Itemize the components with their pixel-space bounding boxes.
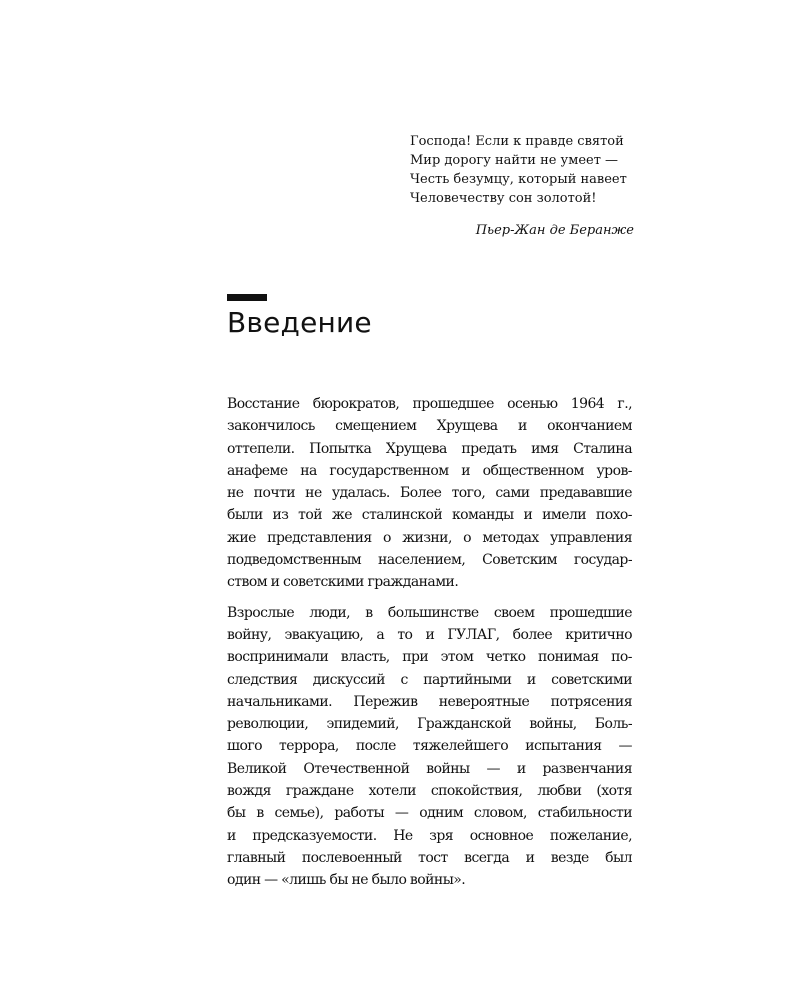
epigraph-line: Господа! Если к правде святой bbox=[410, 134, 624, 149]
paragraph-1 bbox=[227, 393, 632, 594]
text-line: главный послевоенный тост всегда и везде был bbox=[227, 849, 632, 866]
text-line: жие представления о жизни, о методах управления bbox=[227, 529, 632, 546]
text-line: бы в семье), работы — одним словом, стабильности bbox=[227, 805, 632, 822]
epigraph-line: Человечеству сон золотой! bbox=[410, 191, 597, 206]
text-line: начальниками. Пережив невероятные потрясения bbox=[227, 693, 632, 710]
text-line: Великой Отечественной войны — и развенчания bbox=[227, 760, 632, 777]
epigraph-author: Пьер-Жан де Беранже bbox=[475, 223, 634, 238]
text-line: закончилось смещением Хрущева и окончанием bbox=[227, 418, 632, 435]
text-line: были из той же сталинской команды и имели похо- bbox=[227, 507, 632, 524]
chapter-title: Введение bbox=[227, 306, 372, 339]
text-line: революции, эпидемий, Гражданской войны, Боль- bbox=[227, 716, 632, 733]
epigraph bbox=[410, 132, 634, 240]
text-line: войну, эвакуацию, а то и ГУЛАГ, более критично bbox=[227, 626, 632, 643]
text-line: не почти не удалась. Более того, сами предававшие bbox=[227, 485, 632, 502]
paragraph-2 bbox=[227, 602, 632, 892]
body-text bbox=[227, 393, 632, 892]
text-line: Восстание бюрократов, прошедшее осенью 1964 г., bbox=[227, 396, 632, 412]
text-line: вождя граждане хотели спокойствия, любви (хотя bbox=[227, 783, 632, 800]
text-line: Взрослые люди, в большинстве своем прошедшие bbox=[227, 604, 632, 621]
heading-accent-bar bbox=[227, 294, 267, 301]
text-line: шого террора, после тяжелейшего испытания — bbox=[227, 738, 632, 755]
epigraph-line: Честь безумцу, который навеет bbox=[410, 172, 627, 187]
text-line: анафеме на государственном и общественном уров- bbox=[227, 462, 632, 479]
text-line: и предсказуемости. Не зря основное пожелание, bbox=[227, 827, 632, 844]
text-line: воспринимали власть, при этом четко понимая по- bbox=[227, 649, 632, 666]
text-line: один — «лишь бы не было войны». bbox=[227, 872, 466, 889]
text-line: оттепели. Попытка Хрущева предать имя Сталина bbox=[227, 440, 632, 457]
text-line: следствия дискуссий с партийными и советскими bbox=[227, 671, 632, 688]
text-line: подведомственным населением, Советским государ- bbox=[227, 552, 632, 569]
epigraph-line: Мир дорогу найти не умеет — bbox=[410, 153, 619, 168]
text-line: ством и советскими гражданами. bbox=[227, 574, 459, 591]
